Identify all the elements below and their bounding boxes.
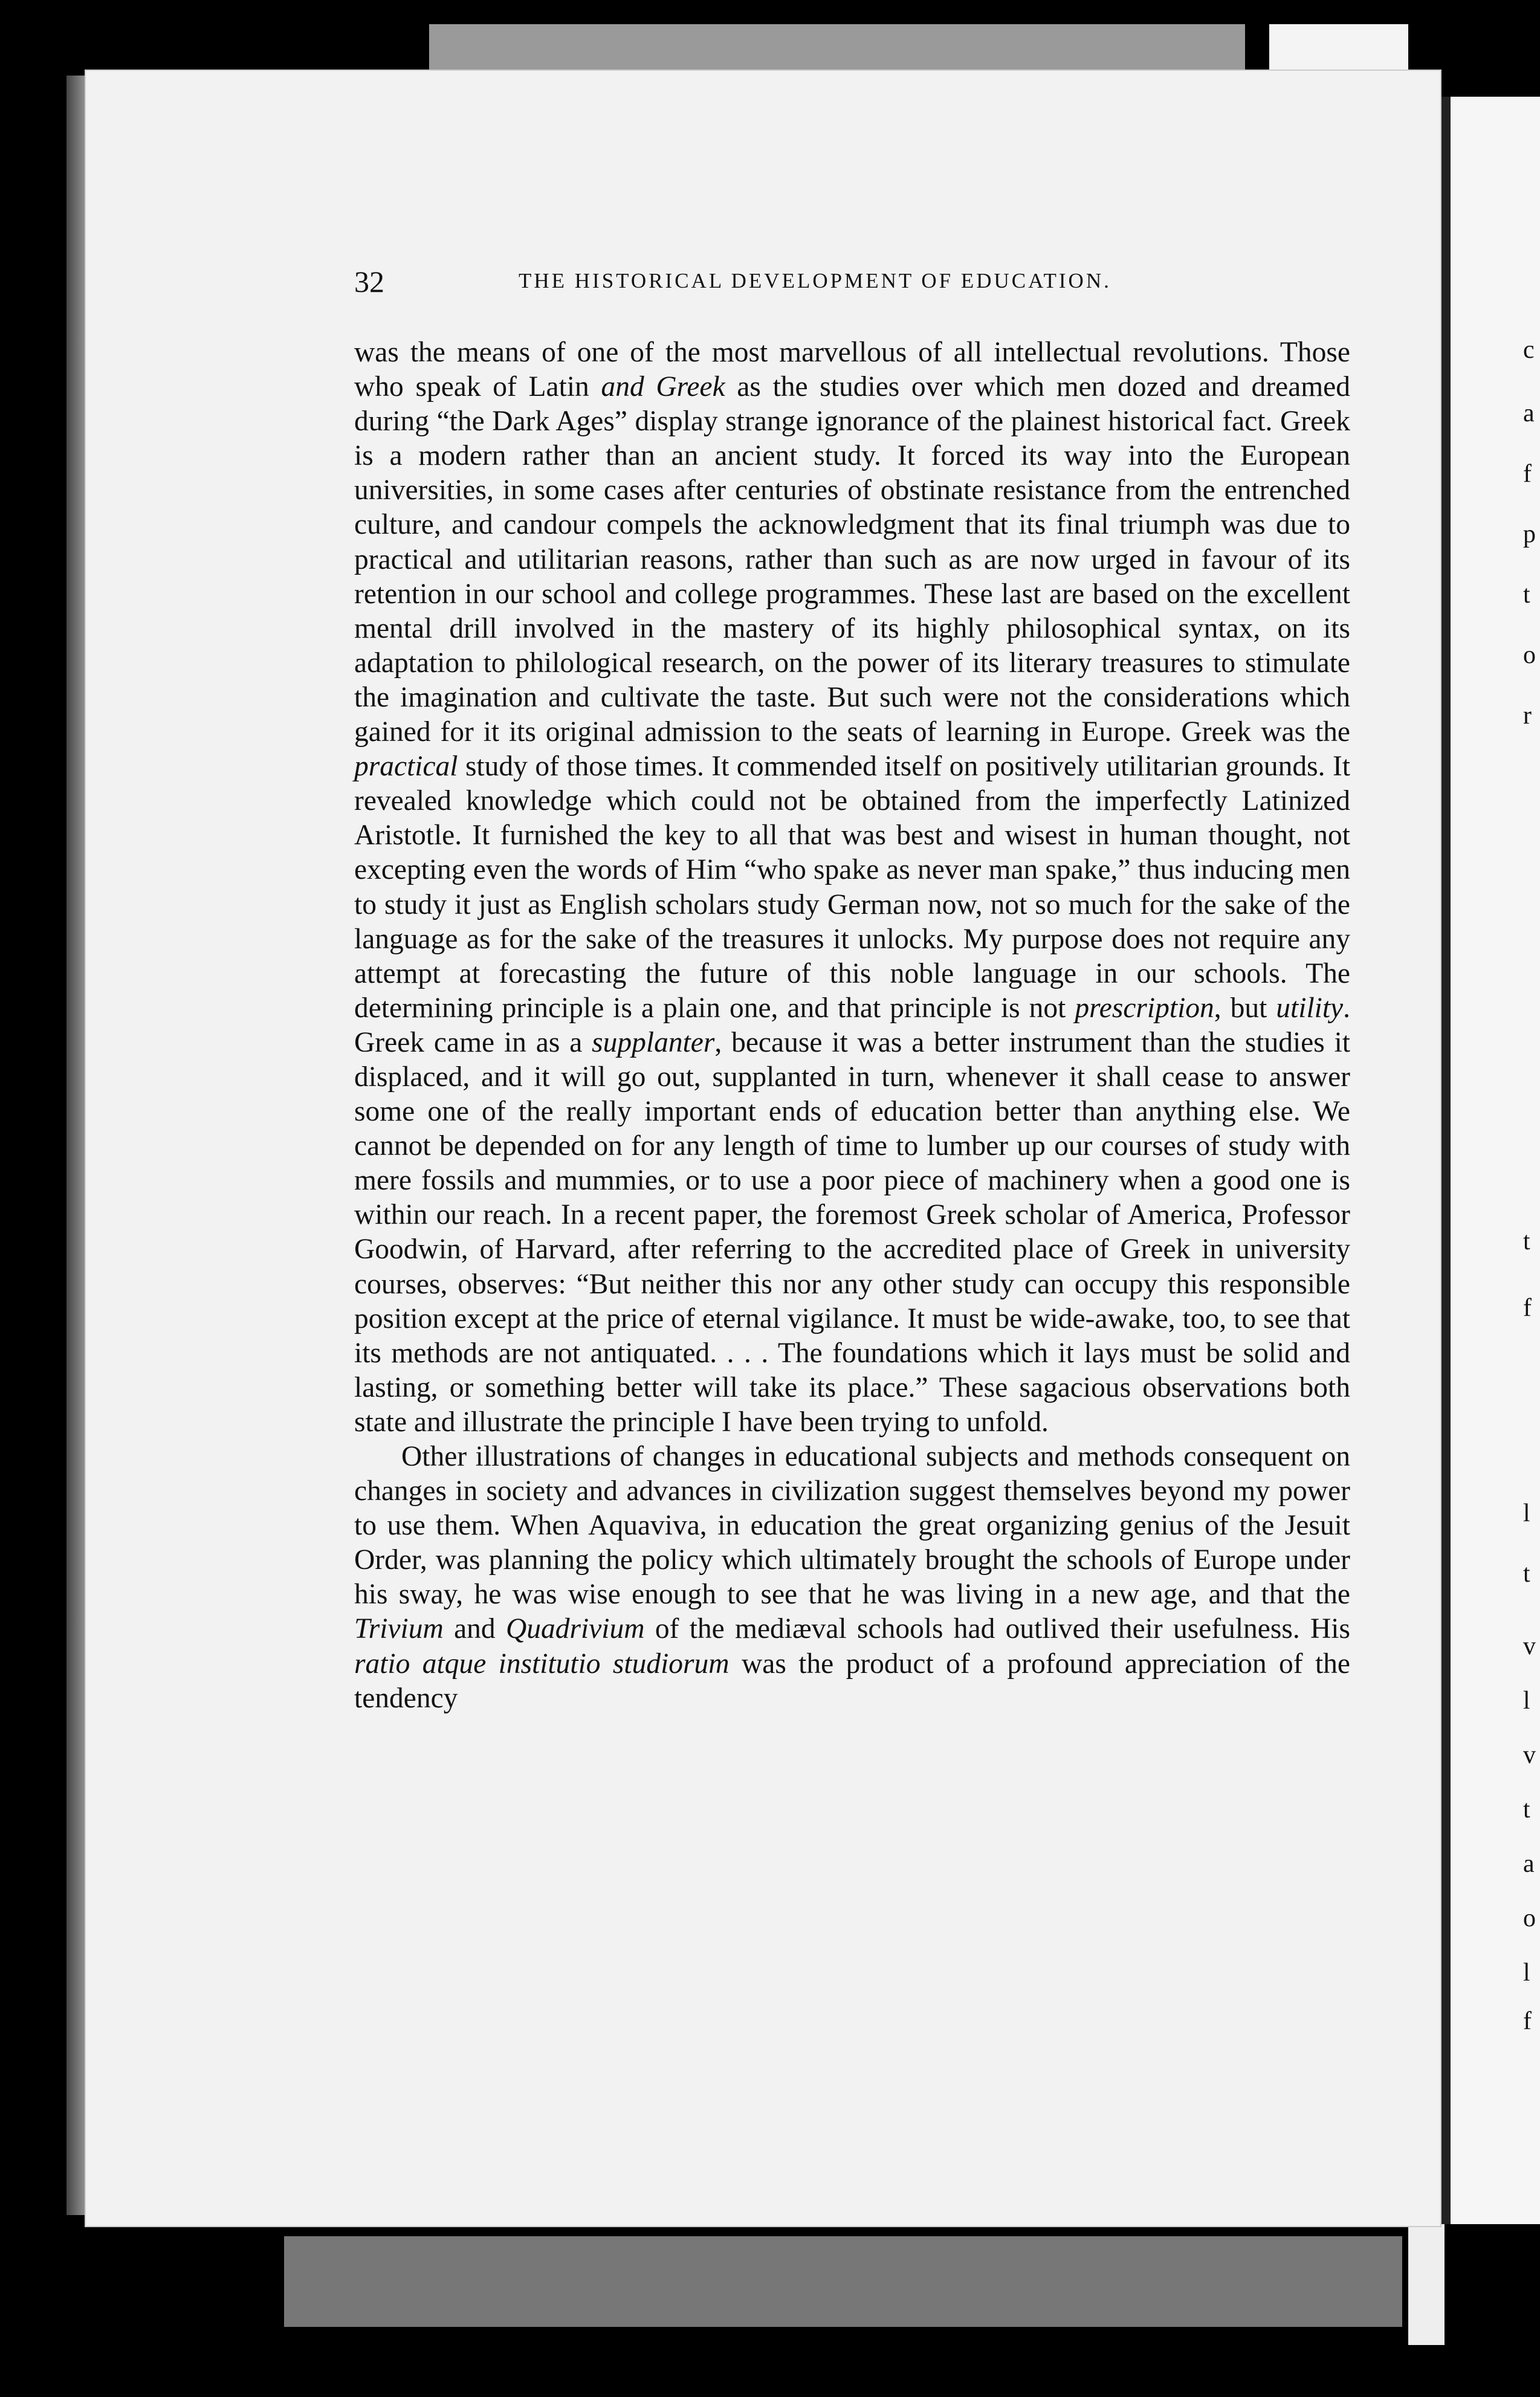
next-page-letter: p: [1523, 520, 1536, 548]
next-page-letter: o: [1523, 1904, 1536, 1932]
page-header: [354, 264, 1350, 300]
next-page-letter: f: [1523, 1294, 1532, 1322]
italic-run: supplanter: [592, 1026, 715, 1058]
italic-run: prescription: [1075, 992, 1214, 1024]
text-run: study of those times. It commended itself on positively utilitarian grounds. It revealed knowledge which could not be obtained from the imperfectly Latinized Aristotle. It furnished the key to all that was best and wisest in human thought, not excepting even the words of Him “who spake as never man spake,” thus inducing men to study it just as English scholars study German now, not so much for the sake of the language as for the sake of the treasures it unlocks. My purpose does not require any attempt at forecasting the future of this noble language in our schools. The determining principle is a plain one, and that principle is not: [354, 751, 1350, 1024]
scan-background-bottom-right: [1408, 2224, 1445, 2345]
text-run: was the product of a profound appreciation of the tendency: [354, 1648, 1350, 1714]
next-page-letter: c: [1523, 336, 1535, 364]
text-run: was the means of one of the most marvellous of all intellectual revolutions. Those who speak of Latin: [354, 337, 1350, 403]
running-head: THE HISTORICAL DEVELOPMENT OF EDUCATION.: [519, 269, 1111, 293]
next-page-letter: t: [1523, 1560, 1530, 1588]
next-page-letter: a: [1523, 400, 1535, 427]
text-run: , because it was a better instrument than the studies it displaced, and it will go out, supplanted in turn, whenever it shall cease to answer some one of the really important ends of education better than anything else. We cannot be depended on for any length of time to lumber up our courses of study with mere fossils and mummies, or to use a poor piece of machinery when a good one is within our reach. In a recent paper, the foremost Greek scholar of America, Professor Goodwin, of Harvard, after referring to the accredited place of Greek in university courses, observes: “But neither this nor any other study can occupy this responsible position except at the price of eternal vigilance. It must be wide-awake, too, to see that its methods are not antiquated. . . . The foundations which it lays must be solid and lasting, or something better will take its place.” These sagacious observations both state and illustrate the principle I have been trying to unfold.: [354, 1026, 1350, 1438]
paragraph: [354, 1440, 1350, 1716]
italic-run: and Greek: [601, 371, 725, 403]
italic-run: Quadrivium: [505, 1613, 645, 1645]
next-page-letter: t: [1523, 1796, 1530, 1823]
next-page-letter: o: [1523, 641, 1536, 669]
text-run: . Greek came in as a: [354, 992, 1350, 1058]
italic-run: Trivium: [354, 1613, 444, 1645]
italic-run: practical: [354, 751, 458, 783]
next-page-letter: l: [1523, 1687, 1530, 1715]
next-page-letter: t: [1523, 1228, 1530, 1255]
paragraph: [354, 335, 1350, 1440]
next-page-letter: v: [1523, 1741, 1536, 1769]
next-page-letter: r: [1523, 702, 1532, 729]
text-run: as the studies over which men dozed and dreamed during “the Dark Ages” display strange ignorance of the plainest historical fact. Greek is a modern rather than an ancient study. It forced its way into the European universities, in some cases after centuries of obstinate resistance from the entrenched culture, and candour compels the acknowledgment that its final triumph was due to practical and utilitarian reasons, rather than such as are now urged in favour of its retention in our school and college programmes. These last are based on the excellent mental drill involved in the mastery of its highly philosophical syntax, on its adaptation to philological research, on the power of its literary treasures to stimulate the imagination and cultivate the taste. But such were not the considerations which gained for it its original admission to the seats of learning in Europe. Greek was the: [354, 371, 1351, 748]
italic-run: utility: [1276, 992, 1344, 1024]
italic-run: ratio atque institutio studiorum: [354, 1648, 730, 1680]
text-run: , but: [1214, 992, 1276, 1024]
page-number: 32: [354, 265, 384, 299]
next-page-letter: v: [1523, 1632, 1536, 1660]
next-page-letter: a: [1523, 1850, 1535, 1878]
next-page-letter: l: [1523, 1499, 1530, 1527]
next-page-letter: f: [1523, 2007, 1532, 2035]
next-page-letter: t: [1523, 581, 1530, 609]
text-run: Other illustrations of changes in educational subjects and methods consequent on changes in society and advances in civilization suggest themselves beyond my power to use them. When Aquaviva, in education the great organizing genius of the Jesuit Order, was planning the policy which ultimately brought the schools of Europe under his sway, he was wise enough to see that he was living in a new age, and that the: [354, 1441, 1350, 1611]
body-text: [354, 335, 1350, 1716]
next-page-letter: f: [1523, 460, 1532, 488]
scan-background-bottom: [284, 2236, 1402, 2327]
text-run: and: [443, 1613, 506, 1645]
text-run: of the mediæval schools had outlived their usefulness. His: [644, 1613, 1350, 1645]
next-page-letter: l: [1523, 1959, 1530, 1987]
